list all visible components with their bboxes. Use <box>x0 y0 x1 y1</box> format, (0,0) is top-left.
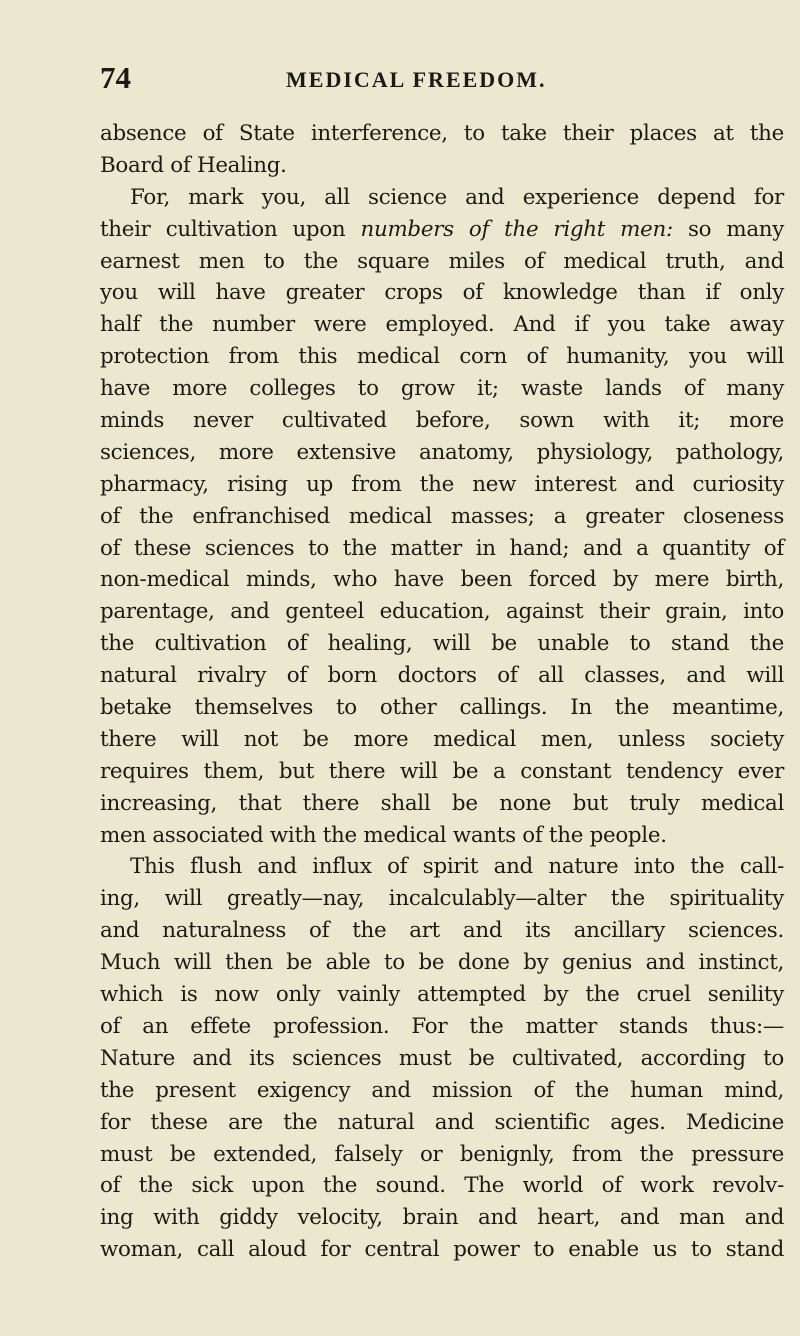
text-line: have more colleges to grow it; waste lands of many <box>100 376 784 402</box>
text-line: sciences, more extensive anatomy, physiology, pathology, <box>100 439 784 465</box>
text-line: This flush and influx of spirit and nature into the call- <box>130 854 784 880</box>
text-line: must be extended, falsely or benignly, from the pressure <box>100 1141 784 1167</box>
text-line: there will not be more medical men, unless society <box>100 726 784 752</box>
text-line: parentage, and genteel education, against their grain, into <box>100 599 784 625</box>
text-line: men associated with the medical wants of the people. <box>100 822 667 848</box>
text-line: requires them, but there will be a constant tendency ever <box>100 758 784 784</box>
text-segment: so many <box>687 216 785 242</box>
running-title: MEDICAL FREEDOM. <box>286 67 547 92</box>
text-line: Board of Healing. <box>100 152 287 178</box>
text-line: ing, will greatly—nay, incalculably—alter the spirituality <box>100 886 784 912</box>
text-line: which is now only vainly attempted by the cruel senility <box>100 982 784 1008</box>
text-line: minds never cultivated before, sown with it; more <box>100 408 784 434</box>
page-number: 74 <box>100 60 131 95</box>
text-line: Much will then be able to be done by genius and instinct, <box>100 950 784 976</box>
text-line: absence of State interference, to take their places at the <box>100 121 784 146</box>
text-line: earnest men to the square miles of medical truth, and <box>100 248 784 274</box>
text-line-with-italic <box>100 214 784 246</box>
text-segment: their cultivation upon <box>100 216 346 242</box>
text-line: pharmacy, rising up from the new interest and curiosity <box>100 471 784 497</box>
text-line: For, mark you, all science and experience depend for <box>130 184 784 210</box>
text-line: the cultivation of healing, will be unable to stand the <box>100 631 784 657</box>
text-line: non-medical minds, who have been forced by mere birth, <box>100 567 784 593</box>
text-line: and naturalness of the art and its ancillary sciences. <box>100 918 784 944</box>
running-head <box>100 58 780 98</box>
text-line: ing with giddy velocity, brain and heart, and man and <box>100 1205 784 1231</box>
text-line: of an effete profession. For the matter stands thus:— <box>100 1013 784 1039</box>
text-line: of these sciences to the matter in hand; and a quantity of <box>100 535 784 561</box>
text-line: Nature and its sciences must be cultivated, according to <box>100 1045 784 1071</box>
text-line: woman, call aloud for central power to enable us to stand <box>100 1237 784 1263</box>
text-line: the present exigency and mission of the human mind, <box>100 1077 784 1103</box>
text-line: you will have greater crops of knowledge than if only <box>100 280 784 306</box>
text-line: for these are the natural and scientific ages. Medicine <box>100 1109 784 1135</box>
text-line: of the sick upon the sound. The world of work revolv- <box>100 1173 784 1199</box>
text-line: increasing, that there shall be none but truly medical <box>100 790 784 816</box>
italic-phrase: numbers of the right men: <box>360 216 673 242</box>
text-line: natural rivalry of born doctors of all classes, and will <box>100 663 784 689</box>
text-line: betake themselves to other callings. In the meantime, <box>100 695 784 721</box>
text-line: of the enfranchised medical masses; a greater closeness <box>100 503 784 529</box>
body-text <box>100 118 784 1266</box>
text-line: protection from this medical corn of humanity, you will <box>100 344 784 370</box>
text-line: half the number were employed. And if you take away <box>100 312 784 338</box>
